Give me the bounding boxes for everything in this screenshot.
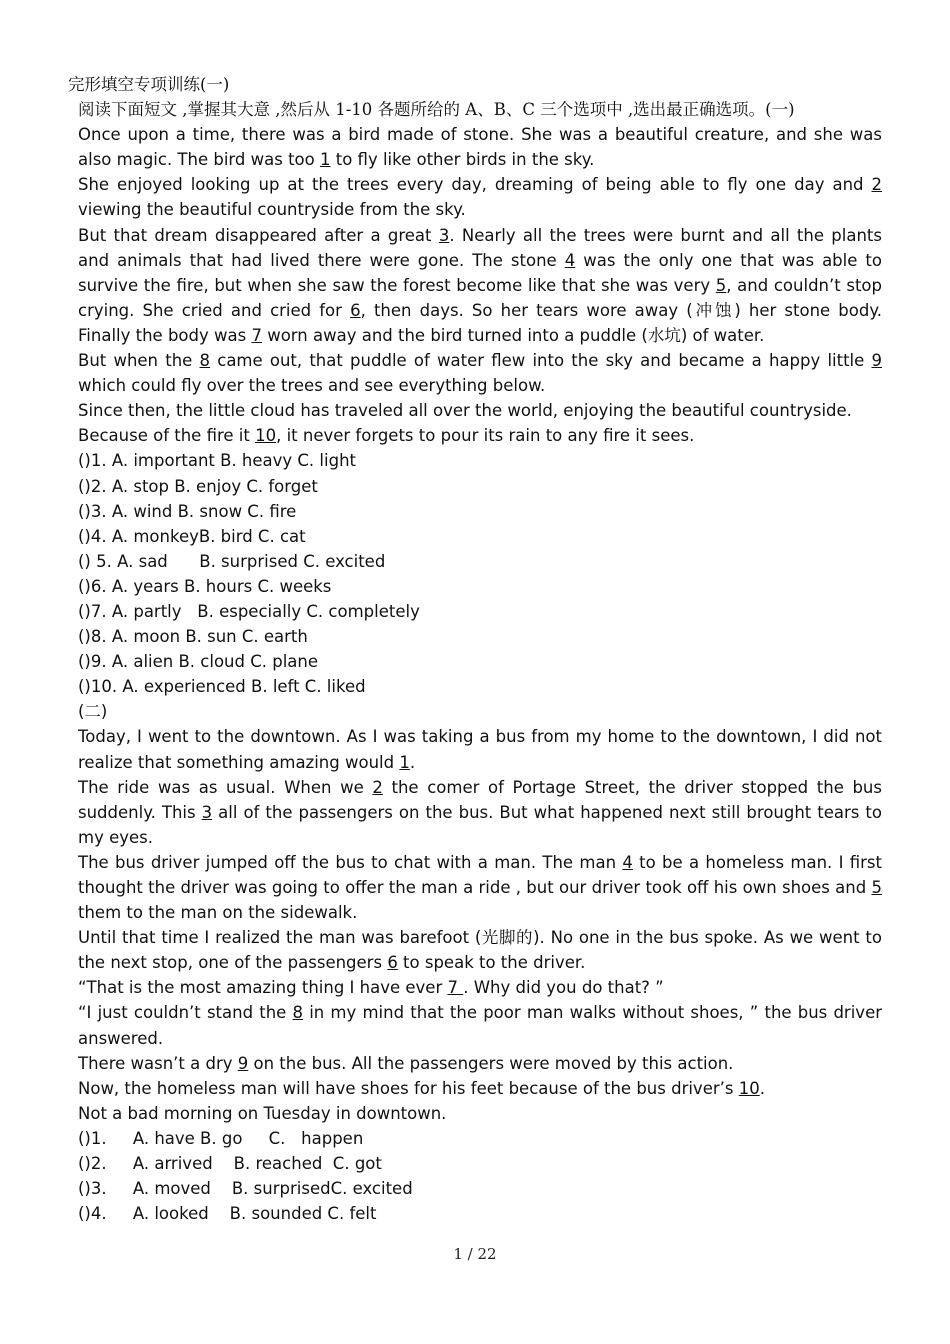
blank-3: 3 — [201, 802, 213, 822]
passage1-paragraph-6: Because of the fire it 10, it never forgets to pour its rain to any fire it sees. — [78, 426, 695, 446]
question-option: ()1. A. have B. go C. happen — [78, 1128, 364, 1148]
passage1-paragraph-5: Since then, the little cloud has traveled all over the world, enjoying the beautiful countryside. — [78, 401, 852, 421]
passage2-paragraph-8: Now, the homeless man will have shoes for his feet because of the bus driver’s 10. — [78, 1078, 765, 1098]
blank-6: 6 — [387, 953, 398, 973]
passage2-paragraph-2: The ride was as usual. When we 2 the comer of Portage Street, the driver stopped the bus suddenly. This 3 all of the passengers on the bus. But what happened next still brought tears to my eyes. — [78, 777, 882, 847]
passage1-paragraph-3: But that dream disappeared after a great 3. Nearly all the trees were burnt and all the plants and animals that had lived there were gone. The stone 4 was the only one that was able to survive the fire, but when she saw the forest become like that she was very 5, and couldn’t stop crying. She cried and cried for 6, then days. So her tears wore away (冲蚀) her stone body. Finally the body was 7 worn away and the bird turned into a puddle (水坑) of water. — [78, 225, 883, 345]
question-option: () 5. A. sad B. surprised C. excited — [78, 551, 386, 571]
passage2-paragraph-7: There wasn’t a dry 9 on the bus. All the passengers were moved by this action. — [78, 1053, 734, 1073]
blank-9: 9 — [871, 351, 882, 371]
question-option: ()2. A. arrived B. reached C. got — [78, 1154, 382, 1174]
instruction: 阅读下面短文 ,掌握其大意 ,然后从 1-10 各题所给的 A、B、C 三个选项中 ,选出最正确选项。(一) — [78, 100, 795, 120]
section-2-label: (二) — [78, 702, 108, 722]
passage2-paragraph-5: “That is the most amazing thing I have ever 7 . Why did you do that? ” — [78, 978, 664, 998]
blank-10: 10 — [738, 1078, 760, 1098]
page-number: 1 / 22 — [453, 1245, 497, 1263]
blank-7: 7 — [251, 325, 262, 345]
blank-3: 3 — [438, 225, 450, 245]
blank-8: 8 — [292, 1003, 304, 1023]
passage1-paragraph-2: She enjoyed looking up at the trees every day, dreaming of being able to fly one day and 2 viewing the beautiful countryside from the sky. — [78, 175, 882, 220]
question-option: ()10. A. experienced B. left C. liked — [78, 677, 366, 697]
question-option: ()3. A. moved B. surprisedC. excited — [78, 1179, 413, 1199]
question-option: ()1. A. important B. heavy C. light — [78, 451, 356, 471]
passage2-paragraph-9: Not a bad morning on Tuesday in downtown. — [78, 1103, 447, 1123]
passage2-paragraph-3: The bus driver jumped off the bus to chat with a man. The man 4 to be a homeless man. I first thought the driver was going to offer the man a ride , but our driver took off his own shoes and 5 them to the man on the sidewalk. — [78, 852, 882, 923]
blank-7: 7 — [447, 978, 464, 998]
question-option: ()3. A. wind B. snow C. fire — [78, 501, 297, 521]
blank-1: 1 — [320, 150, 331, 170]
passage1-paragraph-1: Once upon a time, there was a bird made of stone. She was a beautiful creature, and she was also magic. The bird was too 1 to fly like other birds in the sky. — [78, 125, 882, 170]
blank-2: 2 — [871, 175, 882, 195]
passage2-paragraph-1: Today, I went to the downtown. As I was taking a bus from my home to the downtown, I did not realize that something amazing would 1. — [78, 727, 882, 772]
passage2-paragraph-4: Until that time I realized the man was barefoot (光脚的). No one in the bus spoke. As we went to the next stop, one of the passengers 6 to speak to the driver. — [78, 928, 882, 973]
blank-8: 8 — [199, 351, 211, 371]
blank-4: 4 — [622, 852, 633, 872]
question-option: ()4. A. monkeyB. bird C. cat — [78, 526, 306, 546]
passage1-paragraph-4: But when the 8 came out, that puddle of water flew into the sky and became a happy little 9 which could fly over the trees and see everything below. — [78, 351, 882, 396]
question-option: ()6. A. years B. hours C. weeks — [78, 576, 332, 596]
blank-10: 10 — [255, 426, 277, 446]
blank-5: 5 — [871, 878, 882, 897]
blank-5: 5 — [715, 275, 727, 295]
question-option: ()8. A. moon B. sun C. earth — [78, 627, 308, 647]
question-option: ()9. A. alien B. cloud C. plane — [78, 652, 319, 672]
document-page — [68, 72, 882, 1226]
question-option: ()7. A. partly B. especially C. completely — [78, 601, 420, 621]
page-title: 完形填空专项训练(一) — [68, 75, 230, 94]
blank-9: 9 — [237, 1053, 249, 1073]
passage2-paragraph-6: “I just couldn’t stand the 8 in my mind that the poor man walks without shoes, ” the bus driver answered. — [78, 1003, 882, 1048]
blank-6: 6 — [350, 300, 361, 320]
blank-4: 4 — [564, 250, 576, 270]
question-option: ()4. A. looked B. sounded C. felt — [78, 1204, 377, 1224]
blank-1: 1 — [399, 752, 410, 772]
question-option: ()2. A. stop B. enjoy C. forget — [78, 476, 318, 496]
blank-2: 2 — [372, 777, 383, 797]
